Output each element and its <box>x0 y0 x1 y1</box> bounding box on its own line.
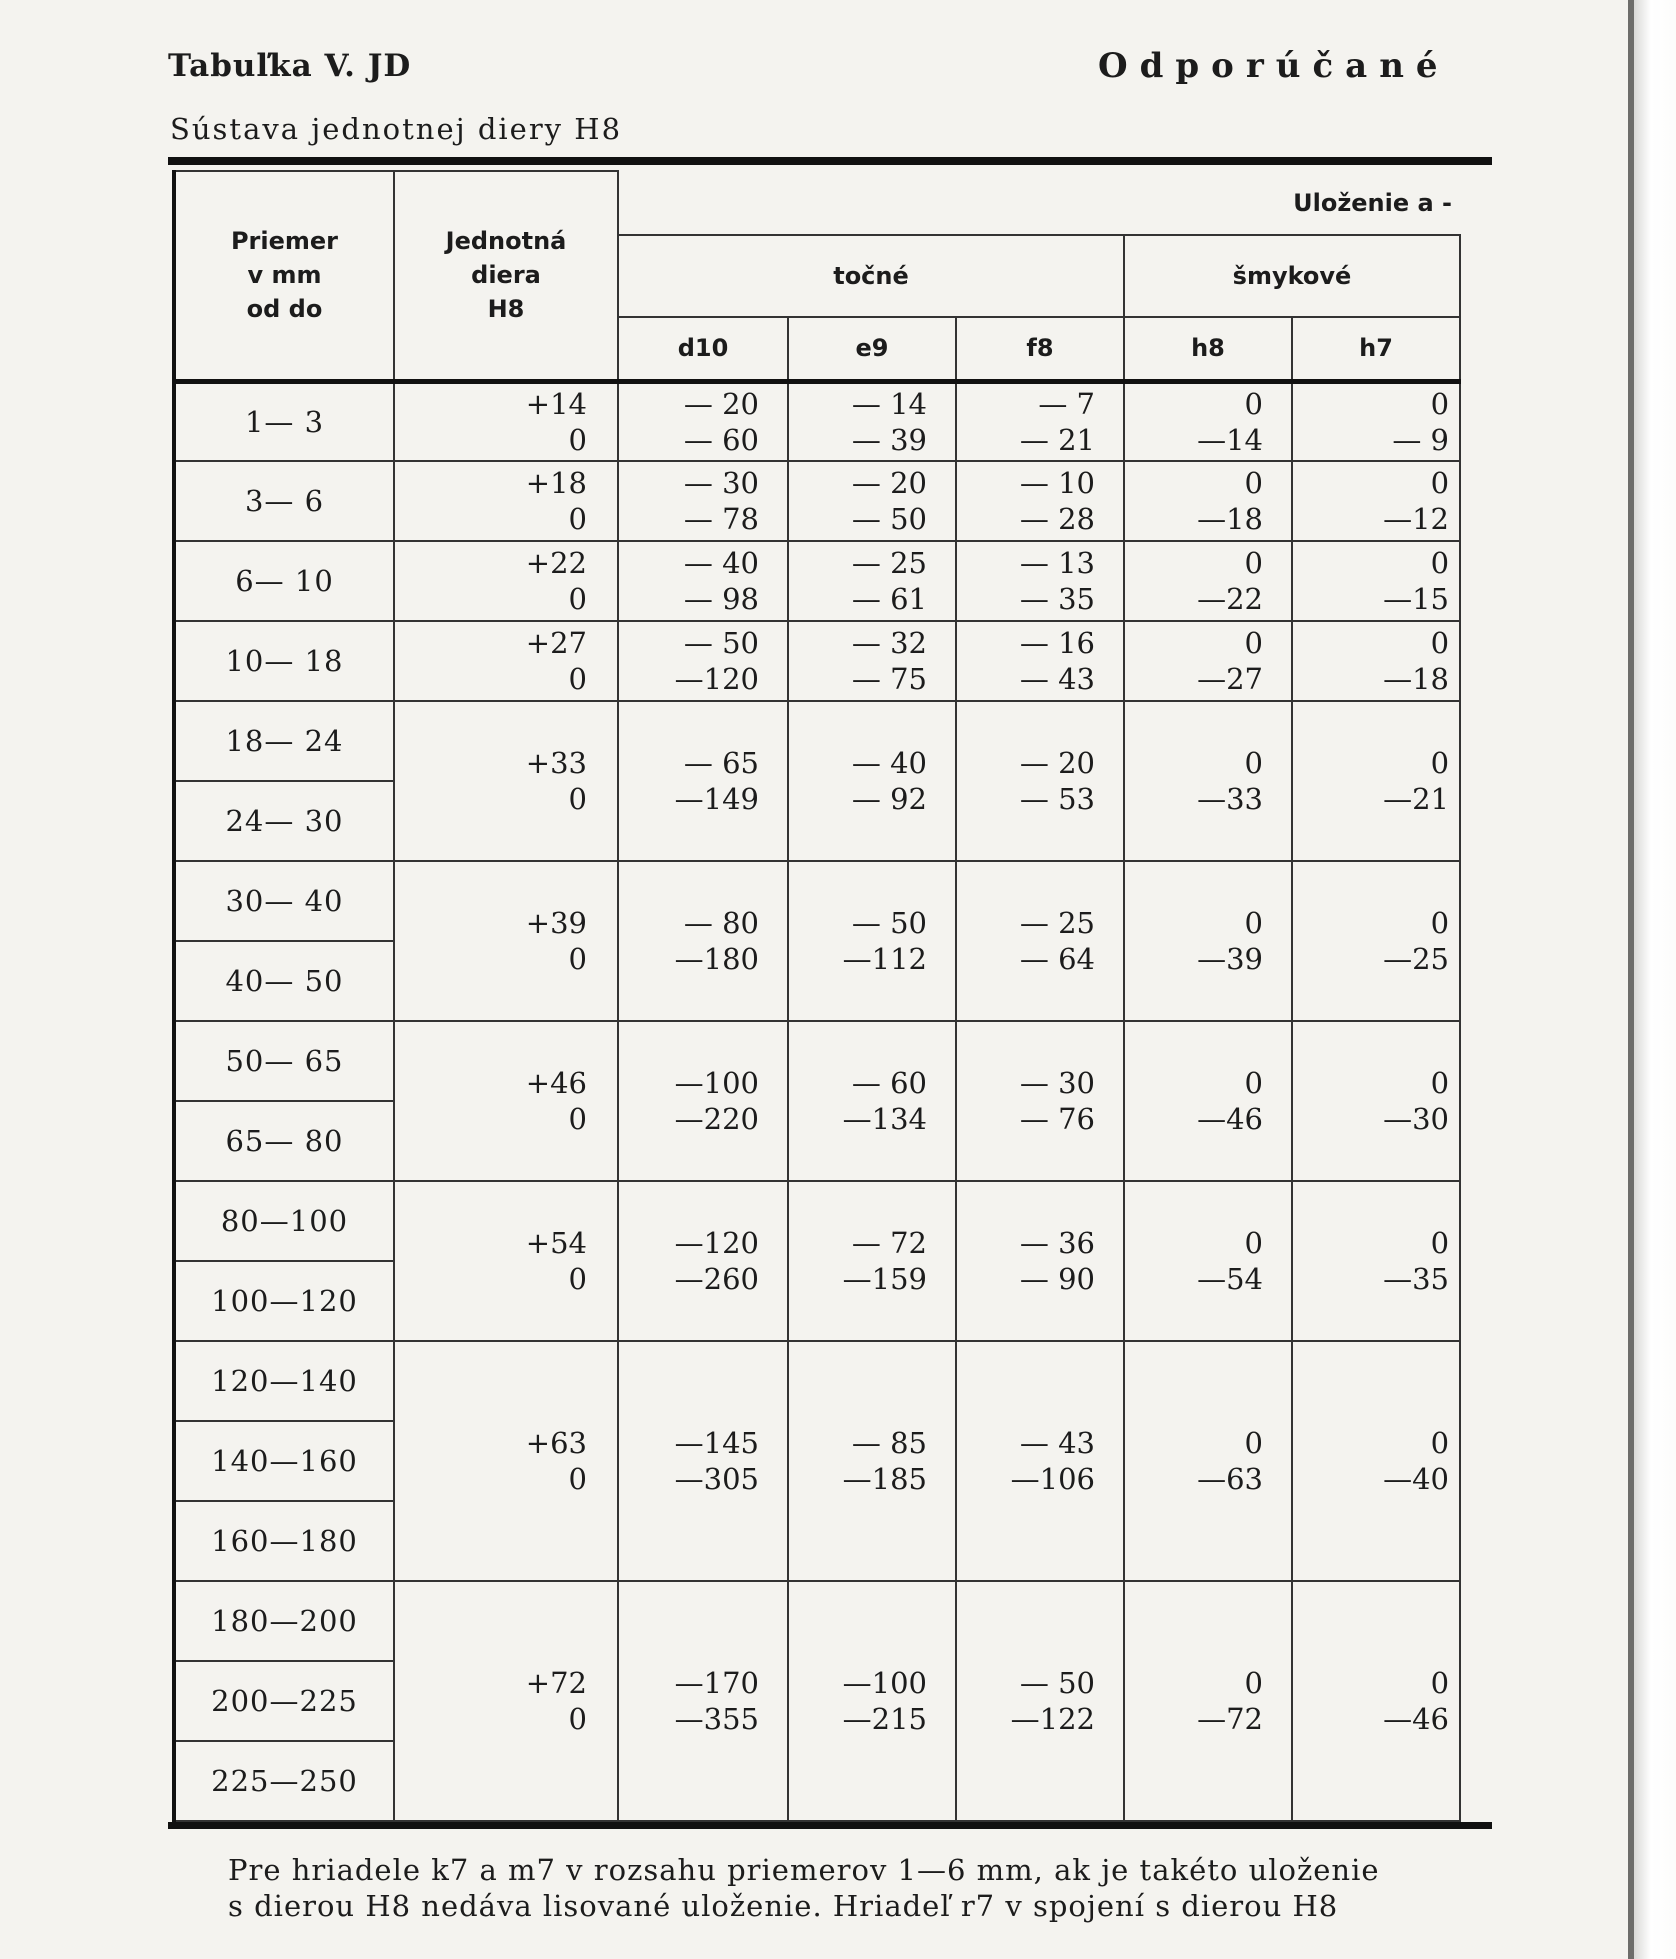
tolerance-value: 0 <box>1430 1226 1450 1260</box>
tolerance-value: —63 <box>1197 1462 1263 1496</box>
footnote <box>228 1852 1498 1924</box>
diameter-range: 200—225 <box>174 1661 394 1741</box>
tolerance-value: — 25 <box>1019 906 1095 940</box>
tolerance-value: — 50 <box>683 626 759 660</box>
d10-value <box>618 541 788 621</box>
f8-value <box>956 381 1124 461</box>
h7-value <box>1292 461 1460 541</box>
tolerance-value: — 28 <box>1019 502 1095 536</box>
tolerance-value: —27 <box>1197 662 1263 696</box>
tolerance-value: —355 <box>674 1702 759 1736</box>
tolerance-value: — 43 <box>1019 1426 1095 1460</box>
tolerance-value: — 75 <box>851 662 927 696</box>
tolerance-value: 0 <box>568 1262 587 1296</box>
tolerance-value: 0 <box>1244 1066 1263 1100</box>
tolerance-value: 0 <box>1244 1226 1263 1260</box>
tolerance-value: —30 <box>1383 1102 1450 1136</box>
tolerance-value: 0 <box>1430 746 1450 780</box>
top-rule <box>168 157 1492 165</box>
tolerance-value: 0 <box>1244 1666 1263 1700</box>
h7-value <box>1292 1581 1460 1821</box>
tolerance-value: +63 <box>525 1426 587 1460</box>
tolerance-value: +72 <box>525 1666 587 1700</box>
diameter-range: 100—120 <box>174 1261 394 1341</box>
diameter-range: 180—200 <box>174 1581 394 1661</box>
tolerance-value: 0 <box>568 582 587 616</box>
tolerance-value: — 72 <box>851 1226 927 1260</box>
h8-value <box>1124 381 1292 461</box>
diameter-range: 24— 30 <box>174 781 394 861</box>
page-title: Odporúčané <box>1098 46 1450 86</box>
table-row <box>174 461 1460 541</box>
tolerance-value: — 85 <box>851 1426 927 1460</box>
tolerance-value: —35 <box>1383 1262 1450 1296</box>
tolerance-value: —112 <box>842 942 927 976</box>
e9-value <box>788 1021 956 1181</box>
tolerance-value: —18 <box>1197 502 1263 536</box>
table-label: Tabuľka V. JD <box>168 48 412 84</box>
table-row <box>174 1341 1460 1421</box>
tolerance-value: 0 <box>568 942 587 976</box>
d10-value <box>618 1181 788 1341</box>
tolerance-value: — 50 <box>851 906 927 940</box>
e9-value <box>788 1341 956 1581</box>
tolerance-value: — 61 <box>851 582 927 616</box>
tolerance-value: — 53 <box>1019 782 1095 816</box>
tolerance-value: —100 <box>674 1066 759 1100</box>
h8-value <box>1124 1581 1292 1821</box>
tolerance-value: 0 <box>1244 626 1263 660</box>
tolerance-value: —149 <box>674 782 759 816</box>
tolerance-value: —159 <box>842 1262 927 1296</box>
tolerance-value: — 7 <box>1038 386 1095 421</box>
tolerance-value: 0 <box>1430 1426 1450 1460</box>
tolerance-value: +33 <box>525 746 587 780</box>
h8-value <box>1124 541 1292 621</box>
footnote-line: s dierou H8 nedáva lisované uloženie. Hriadeľ r7 v spojení s dierou H8 <box>228 1889 1339 1923</box>
f8-value <box>956 1181 1124 1341</box>
table-row <box>174 861 1460 941</box>
tolerance-value: —40 <box>1383 1462 1450 1496</box>
tolerance-value: —305 <box>674 1462 759 1496</box>
tolerance-value: 0 <box>568 1702 587 1736</box>
fits-table <box>172 170 1461 1822</box>
tolerance-value: +18 <box>525 466 587 500</box>
tolerance-value: — 25 <box>851 546 927 580</box>
hole-tolerance <box>394 701 618 861</box>
tolerance-value: — 92 <box>851 782 927 816</box>
tolerance-value: 0 <box>568 1462 587 1496</box>
e9-value <box>788 701 956 861</box>
tolerance-value: —46 <box>1383 1702 1450 1736</box>
tolerance-value: — 60 <box>851 1066 927 1100</box>
table-row <box>174 381 1460 461</box>
tolerance-value: —134 <box>842 1102 927 1136</box>
h7-value <box>1292 1021 1460 1181</box>
f8-value <box>956 1021 1124 1181</box>
diameter-range: 120—140 <box>174 1341 394 1421</box>
fits-body <box>174 381 1460 1821</box>
tolerance-value: 0 <box>1244 746 1263 780</box>
tolerance-value: — 20 <box>683 386 759 421</box>
footnote-line: Pre hriadele k7 a m7 v rozsahu priemerov 1—6 mm, ak je takéto uloženie <box>228 1853 1380 1887</box>
table-row <box>174 621 1460 701</box>
e9-value <box>788 861 956 1021</box>
h7-value <box>1292 1181 1460 1341</box>
f8-value <box>956 621 1124 701</box>
tolerance-value: 0 <box>1244 546 1263 580</box>
tolerance-value: — 39 <box>851 422 927 457</box>
d10-value <box>618 621 788 701</box>
tolerance-value: — 50 <box>1019 1666 1095 1700</box>
tolerance-value: 0 <box>1430 1066 1450 1100</box>
tolerance-value: —14 <box>1197 422 1263 457</box>
h8-value <box>1124 861 1292 1021</box>
table-row <box>174 1181 1460 1261</box>
tolerance-value: —15 <box>1383 582 1450 616</box>
tolerance-value: — 64 <box>1019 942 1095 976</box>
header-diameter: Priemer v mm od do <box>174 171 394 381</box>
e9-value <box>788 381 956 461</box>
h8-value <box>1124 1181 1292 1341</box>
diameter-range: 30— 40 <box>174 861 394 941</box>
tolerance-value: —170 <box>674 1666 759 1700</box>
tolerance-value: —180 <box>674 942 759 976</box>
header-hole: Jednotná diera H8 <box>394 171 618 381</box>
tolerance-value: +46 <box>525 1066 587 1100</box>
header-rotating: točné <box>618 235 1124 317</box>
hole-tolerance <box>394 1181 618 1341</box>
h7-value <box>1292 381 1460 461</box>
hole-tolerance <box>394 1341 618 1581</box>
header-d10: d10 <box>618 317 788 381</box>
table-row <box>174 1581 1460 1661</box>
f8-value <box>956 1581 1124 1821</box>
e9-value <box>788 621 956 701</box>
tolerance-value: — 9 <box>1392 422 1450 457</box>
tolerance-value: —106 <box>1010 1462 1095 1496</box>
tolerance-value: — 35 <box>1019 582 1095 616</box>
e9-value <box>788 1181 956 1341</box>
tolerance-value: —120 <box>674 1226 759 1260</box>
header-e9: e9 <box>788 317 956 381</box>
tolerance-value: —220 <box>674 1102 759 1136</box>
tolerance-value: —12 <box>1383 502 1450 536</box>
bottom-rule <box>168 1822 1492 1829</box>
tolerance-value: — 32 <box>851 626 927 660</box>
tolerance-value: —100 <box>842 1666 927 1700</box>
header-f8: f8 <box>956 317 1124 381</box>
tolerance-value: — 60 <box>683 422 759 457</box>
tolerance-value: —120 <box>674 662 759 696</box>
tolerance-value: —72 <box>1197 1702 1263 1736</box>
diameter-range: 1— 3 <box>174 381 394 461</box>
tolerance-value: — 20 <box>1019 746 1095 780</box>
f8-value <box>956 861 1124 1021</box>
h8-value <box>1124 1021 1292 1181</box>
tolerance-value: — 13 <box>1019 546 1095 580</box>
tolerance-value: +14 <box>525 386 587 421</box>
tolerance-value: 0 <box>1244 906 1263 940</box>
tolerance-value: 0 <box>1430 626 1450 660</box>
d10-value <box>618 1021 788 1181</box>
tolerance-value: — 36 <box>1019 1226 1095 1260</box>
tolerance-value: +39 <box>525 906 587 940</box>
diameter-range: 18— 24 <box>174 701 394 781</box>
f8-value <box>956 541 1124 621</box>
tolerance-value: —54 <box>1197 1262 1263 1296</box>
header-h8: h8 <box>1124 317 1292 381</box>
h7-value <box>1292 541 1460 621</box>
tolerance-value: —18 <box>1383 662 1450 696</box>
tolerance-value: —25 <box>1383 942 1450 976</box>
diameter-range: 3— 6 <box>174 461 394 541</box>
tolerance-value: — 10 <box>1019 466 1095 500</box>
tolerance-value: —39 <box>1197 942 1263 976</box>
hole-tolerance <box>394 541 618 621</box>
h8-value <box>1124 621 1292 701</box>
tolerance-value: 0 <box>568 782 587 816</box>
tolerance-value: 0 <box>1430 386 1450 421</box>
tolerance-value: — 40 <box>851 746 927 780</box>
tolerance-value: 0 <box>1244 386 1263 421</box>
tolerance-value: — 21 <box>1019 422 1095 457</box>
tolerance-value: 0 <box>568 502 587 536</box>
diameter-range: 65— 80 <box>174 1101 394 1181</box>
table-row <box>174 1021 1460 1101</box>
tolerance-value: 0 <box>1430 546 1450 580</box>
tolerance-value: — 16 <box>1019 626 1095 660</box>
tolerance-value: —46 <box>1197 1102 1263 1136</box>
tolerance-value: — 50 <box>851 502 927 536</box>
tolerance-value: —215 <box>842 1702 927 1736</box>
tolerance-value: —185 <box>842 1462 927 1496</box>
tolerance-value: 0 <box>568 662 587 696</box>
d10-value <box>618 381 788 461</box>
tolerance-value: — 43 <box>1019 662 1095 696</box>
tolerance-value: 0 <box>568 1102 587 1136</box>
e9-value <box>788 541 956 621</box>
diameter-range: 80—100 <box>174 1181 394 1261</box>
diameter-range: 225—250 <box>174 1741 394 1821</box>
tolerance-value: 0 <box>1430 906 1450 940</box>
diameter-range: 6— 10 <box>174 541 394 621</box>
page-edge <box>1628 0 1676 1959</box>
hole-tolerance <box>394 1581 618 1821</box>
hole-tolerance <box>394 461 618 541</box>
h7-value <box>1292 701 1460 861</box>
table-row <box>174 541 1460 621</box>
tolerance-value: 0 <box>1244 1426 1263 1460</box>
tolerance-value: —21 <box>1383 782 1450 816</box>
f8-value <box>956 1341 1124 1581</box>
tolerance-value: — 20 <box>851 466 927 500</box>
tolerance-value: — 98 <box>683 582 759 616</box>
table-row <box>174 701 1460 781</box>
tolerance-value: — 30 <box>683 466 759 500</box>
h8-value <box>1124 1341 1292 1581</box>
diameter-range: 140—160 <box>174 1421 394 1501</box>
tolerance-value: +22 <box>525 546 587 580</box>
tolerance-value: — 40 <box>683 546 759 580</box>
hole-tolerance <box>394 381 618 461</box>
diameter-range: 40— 50 <box>174 941 394 1021</box>
tolerance-value: — 76 <box>1019 1102 1095 1136</box>
e9-value <box>788 1581 956 1821</box>
tolerance-value: —145 <box>674 1426 759 1460</box>
tolerance-value: — 90 <box>1019 1262 1095 1296</box>
hole-tolerance <box>394 861 618 1021</box>
tolerance-value: — 80 <box>683 906 759 940</box>
d10-value <box>618 1581 788 1821</box>
table-subtitle: Sústava jednotnej diery H8 <box>170 112 623 146</box>
tolerance-value: 0 <box>1430 1666 1450 1700</box>
diameter-range: 50— 65 <box>174 1021 394 1101</box>
h7-value <box>1292 621 1460 701</box>
tolerance-value: — 65 <box>683 746 759 780</box>
tolerance-value: —22 <box>1197 582 1263 616</box>
tolerance-value: +54 <box>525 1226 587 1260</box>
e9-value <box>788 461 956 541</box>
d10-value <box>618 461 788 541</box>
tolerance-value: — 14 <box>851 386 927 421</box>
f8-value <box>956 701 1124 861</box>
header-sliding: šmykové <box>1124 235 1460 317</box>
hole-tolerance <box>394 1021 618 1181</box>
tolerance-value: —260 <box>674 1262 759 1296</box>
hole-tolerance <box>394 621 618 701</box>
tolerance-value: 0 <box>1430 466 1450 500</box>
f8-value <box>956 461 1124 541</box>
tolerance-value: — 30 <box>1019 1066 1095 1100</box>
d10-value <box>618 1341 788 1581</box>
header-h7: h7 <box>1292 317 1460 381</box>
h7-value <box>1292 861 1460 1021</box>
d10-value <box>618 701 788 861</box>
header-fit-group: Uloženie a - <box>618 171 1460 235</box>
tolerance-value: —122 <box>1010 1702 1095 1736</box>
diameter-range: 160—180 <box>174 1501 394 1581</box>
h8-value <box>1124 701 1292 861</box>
tolerance-value: — 78 <box>683 502 759 536</box>
d10-value <box>618 861 788 1021</box>
diameter-range: 10— 18 <box>174 621 394 701</box>
h8-value <box>1124 461 1292 541</box>
tolerance-value: —33 <box>1197 782 1263 816</box>
h7-value <box>1292 1341 1460 1581</box>
tolerance-value: 0 <box>568 422 587 457</box>
tolerance-value: 0 <box>1244 466 1263 500</box>
tolerance-value: +27 <box>525 626 587 660</box>
